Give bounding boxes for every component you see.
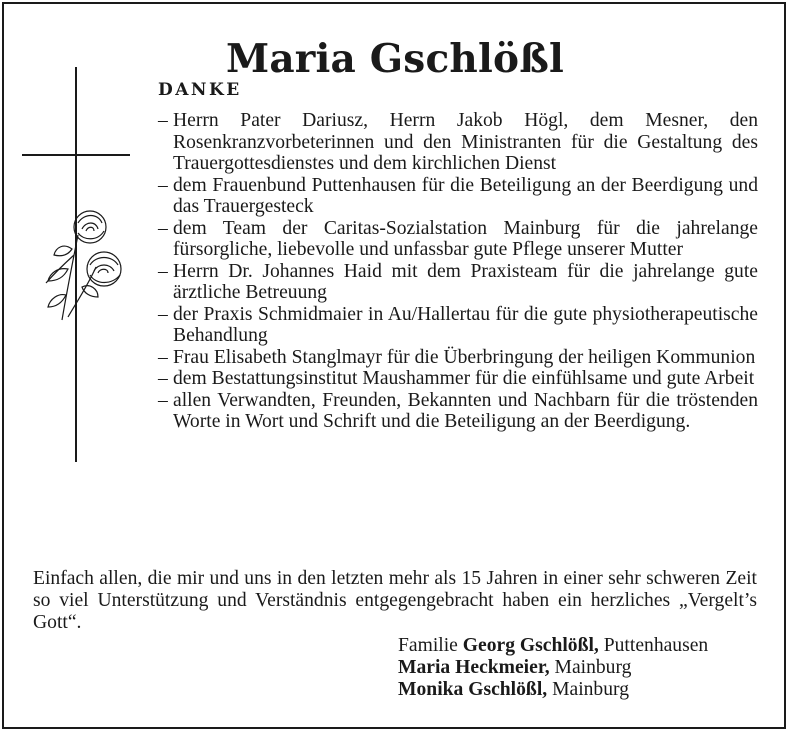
cross-bar [22, 154, 130, 156]
signature-place: Puttenhausen [598, 635, 709, 656]
thanks-list [158, 110, 758, 433]
signature-prefix: Familie [398, 635, 463, 656]
closing-text: Einfach allen, die mir und uns in den letzten mehr als 15 Jahren in einer sehr schweren Zeit so viel Unterstützung und Verständnis entgegengebracht haben ein herzliches „Vergelt’s Gott“. [33, 568, 757, 633]
list-item: – der Praxis Schmidmaier in Au/Hallertau für die gute physiotherapeutische Behandlung [158, 304, 758, 347]
list-item: – Frau Elisabeth Stanglmayr für die Überbringung der heiligen Kommunion [158, 347, 758, 369]
signature-name: Maria Heckmeier, [398, 657, 550, 678]
list-item: – dem Frauenbund Puttenhausen für die Beteiligung an der Beerdigung und das Trauergesteck [158, 175, 758, 218]
signature-place: Mainburg [549, 657, 632, 678]
signature-place: Mainburg [547, 679, 629, 700]
signature-name: Georg Gschlößl, [462, 635, 599, 656]
list-item: – dem Bestattungsinstitut Maushammer für die einfühlsame und gute Arbeit [158, 368, 758, 390]
thanks-heading: DANKE [158, 80, 242, 100]
list-item: – dem Team der Caritas-Sozialstation Mainburg für die jahrelange fürsorgliche, liebevolle und unfassbar gute Pflege unserer Mutter [158, 218, 758, 261]
list-item: – allen Verwandten, Freunden, Bekannten und Nachbarn für die tröstenden Worte in Wort und Schrift und die Beteiligung an der Beerdigung. [158, 390, 758, 433]
signature-line [398, 657, 708, 679]
list-item: – Herrn Dr. Johannes Haid mit dem Praxisteam für die jahrelange gute ärztliche Betreuung [158, 261, 758, 304]
signature-line [398, 635, 708, 657]
signature-block [398, 635, 708, 701]
roses-icon [38, 205, 128, 325]
signature-name: Monika Gschlößl, [398, 679, 548, 700]
deceased-name: Maria Gschlößl [225, 36, 565, 82]
list-item: – Herrn Pater Dariusz, Herrn Jakob Högl, dem Mesner, den Rosenkranzvorbeterinnen und den Ministranten für die Gestaltung des Trauergottesdienstes und dem kirchlichen Dienst [158, 110, 758, 175]
signature-line [398, 679, 708, 701]
